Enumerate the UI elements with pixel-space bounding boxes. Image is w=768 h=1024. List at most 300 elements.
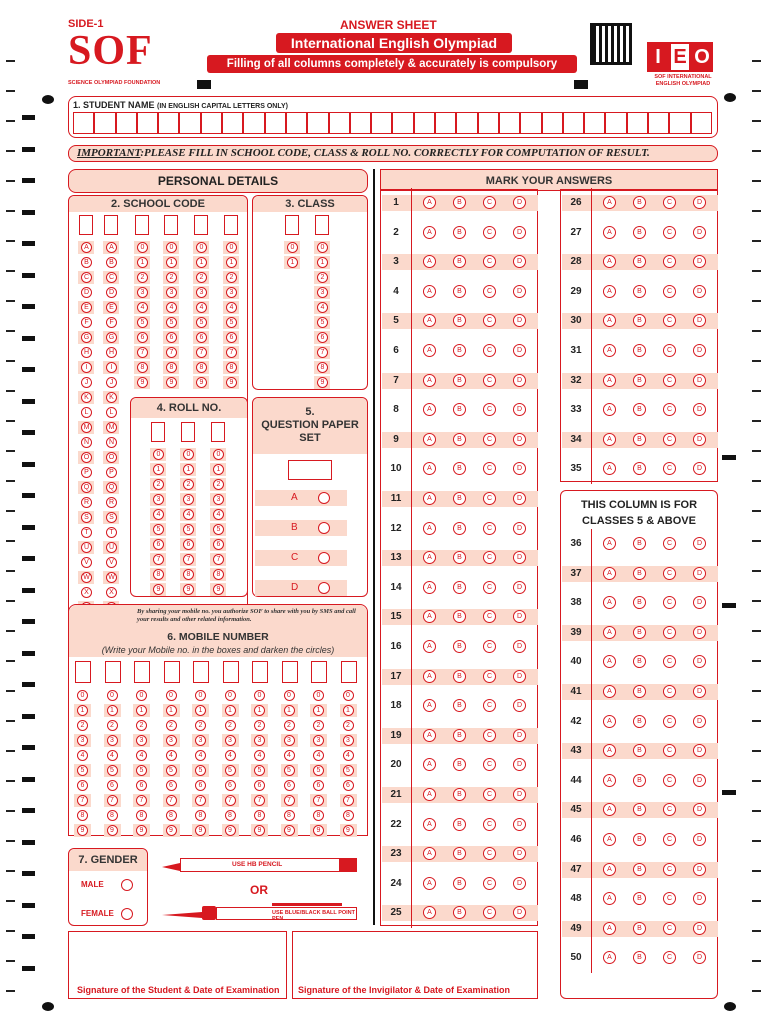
school-code-bubble[interactable]: J <box>81 377 92 388</box>
answer-bubble[interactable]: C <box>483 374 496 387</box>
roll-no-box[interactable] <box>181 422 195 442</box>
qp-option-bubble[interactable] <box>318 522 330 534</box>
answer-bubble[interactable]: A <box>423 492 436 505</box>
answer-bubble[interactable]: C <box>483 581 496 594</box>
school-code-bubble[interactable]: 4 <box>226 302 237 313</box>
mobile-bubble[interactable]: 1 <box>136 705 147 716</box>
mobile-bubble[interactable]: 4 <box>284 750 295 761</box>
roll-no-bubble[interactable]: 6 <box>213 539 224 550</box>
name-letter-box[interactable] <box>414 112 435 134</box>
mobile-bubble[interactable]: 3 <box>107 735 118 746</box>
school-code-bubble[interactable]: 5 <box>226 317 237 328</box>
answer-bubble[interactable]: B <box>453 314 466 327</box>
answer-bubble[interactable]: D <box>513 433 526 446</box>
qp-option-bubble[interactable] <box>318 552 330 564</box>
name-letter-box[interactable] <box>222 112 243 134</box>
answer-bubble[interactable]: B <box>453 818 466 831</box>
answer-bubble[interactable]: C <box>483 314 496 327</box>
school-code-bubble[interactable]: 3 <box>166 287 177 298</box>
mobile-bubble[interactable]: 0 <box>284 690 295 701</box>
answer-bubble[interactable]: C <box>663 922 676 935</box>
answer-bubble[interactable]: D <box>513 196 526 209</box>
answer-bubble[interactable]: C <box>483 522 496 535</box>
mobile-bubble[interactable]: 1 <box>225 705 236 716</box>
mobile-bubble[interactable]: 3 <box>254 735 265 746</box>
answer-bubble[interactable]: C <box>663 567 676 580</box>
answer-bubble[interactable]: B <box>633 567 646 580</box>
school-code-box[interactable] <box>135 215 149 235</box>
school-code-bubble[interactable]: 3 <box>137 287 148 298</box>
answer-bubble[interactable]: D <box>693 196 706 209</box>
mobile-bubble[interactable]: 5 <box>343 765 354 776</box>
school-code-bubble[interactable]: 8 <box>166 362 177 373</box>
mobile-bubble[interactable]: 7 <box>284 795 295 806</box>
mobile-bubble[interactable]: 0 <box>254 690 265 701</box>
school-code-bubble[interactable]: O <box>106 452 117 463</box>
answer-bubble[interactable]: B <box>453 551 466 564</box>
school-code-bubble[interactable]: 4 <box>166 302 177 313</box>
mobile-bubble[interactable]: 2 <box>284 720 295 731</box>
mobile-bubble[interactable]: 8 <box>343 810 354 821</box>
school-code-bubble[interactable]: 5 <box>196 317 207 328</box>
answer-bubble[interactable]: B <box>453 226 466 239</box>
mobile-bubble[interactable]: 4 <box>313 750 324 761</box>
mobile-bubble[interactable]: 6 <box>107 780 118 791</box>
answer-bubble[interactable]: D <box>513 699 526 712</box>
answer-bubble[interactable]: A <box>423 462 436 475</box>
mobile-bubble[interactable]: 1 <box>77 705 88 716</box>
school-code-bubble[interactable]: L <box>106 407 117 418</box>
school-code-bubble[interactable]: C <box>81 272 92 283</box>
roll-no-bubble[interactable]: 7 <box>213 554 224 565</box>
school-code-bubble[interactable]: 1 <box>137 257 148 268</box>
class-bubble[interactable]: 1 <box>317 257 328 268</box>
school-code-bubble[interactable]: 7 <box>196 347 207 358</box>
answer-bubble[interactable]: B <box>633 685 646 698</box>
answer-bubble[interactable]: C <box>483 729 496 742</box>
mobile-bubble[interactable]: 9 <box>225 825 236 836</box>
answer-bubble[interactable]: B <box>453 374 466 387</box>
answer-bubble[interactable]: A <box>603 655 616 668</box>
mobile-bubble[interactable]: 8 <box>225 810 236 821</box>
answer-bubble[interactable]: D <box>693 433 706 446</box>
answer-bubble[interactable]: B <box>633 863 646 876</box>
mobile-bubble[interactable]: 6 <box>136 780 147 791</box>
answer-bubble[interactable]: C <box>483 758 496 771</box>
mobile-bubble[interactable]: 5 <box>225 765 236 776</box>
name-letter-box[interactable] <box>648 112 669 134</box>
mobile-bubble[interactable]: 5 <box>136 765 147 776</box>
answer-bubble[interactable]: A <box>603 922 616 935</box>
answer-bubble[interactable]: D <box>513 285 526 298</box>
school-code-bubble[interactable]: X <box>106 587 117 598</box>
class-bubble[interactable]: 4 <box>317 302 328 313</box>
mobile-bubble[interactable]: 9 <box>107 825 118 836</box>
school-code-bubble[interactable]: 4 <box>196 302 207 313</box>
mobile-bubble[interactable]: 7 <box>225 795 236 806</box>
mobile-bubble[interactable]: 7 <box>107 795 118 806</box>
answer-bubble[interactable]: C <box>483 196 496 209</box>
name-letter-box[interactable] <box>179 112 200 134</box>
answer-bubble[interactable]: D <box>693 922 706 935</box>
roll-no-bubble[interactable]: 5 <box>213 524 224 535</box>
answer-bubble[interactable]: A <box>603 744 616 757</box>
school-code-bubble[interactable]: N <box>81 437 92 448</box>
answer-bubble[interactable]: C <box>663 537 676 550</box>
school-code-bubble[interactable]: 1 <box>166 257 177 268</box>
answer-bubble[interactable]: D <box>693 685 706 698</box>
mobile-bubble[interactable]: 1 <box>107 705 118 716</box>
mobile-digit-box[interactable] <box>193 661 209 683</box>
answer-bubble[interactable]: A <box>603 715 616 728</box>
answer-bubble[interactable]: D <box>693 715 706 728</box>
class-bubble[interactable]: 9 <box>317 377 328 388</box>
answer-bubble[interactable]: D <box>693 596 706 609</box>
school-code-bubble[interactable]: E <box>106 302 117 313</box>
name-letter-box[interactable] <box>243 112 264 134</box>
mobile-bubble[interactable]: 3 <box>166 735 177 746</box>
answer-bubble[interactable]: A <box>423 522 436 535</box>
answer-bubble[interactable]: C <box>483 788 496 801</box>
name-letter-box[interactable] <box>669 112 690 134</box>
mobile-bubble[interactable]: 1 <box>166 705 177 716</box>
answer-bubble[interactable]: D <box>513 847 526 860</box>
mobile-digit-box[interactable] <box>223 661 239 683</box>
school-code-bubble[interactable]: 6 <box>166 332 177 343</box>
answer-bubble[interactable]: B <box>453 640 466 653</box>
class-bubble[interactable]: 3 <box>317 287 328 298</box>
school-code-bubble[interactable]: 7 <box>166 347 177 358</box>
school-code-bubble[interactable]: 8 <box>137 362 148 373</box>
answer-bubble[interactable]: D <box>693 537 706 550</box>
roll-no-bubble[interactable]: 5 <box>183 524 194 535</box>
answer-bubble[interactable]: B <box>453 522 466 535</box>
roll-no-bubble[interactable]: 9 <box>213 584 224 595</box>
answer-bubble[interactable]: A <box>603 596 616 609</box>
answer-bubble[interactable]: D <box>513 581 526 594</box>
class-bubble[interactable]: 2 <box>317 272 328 283</box>
mobile-bubble[interactable]: 0 <box>313 690 324 701</box>
roll-no-bubble[interactable]: 1 <box>153 464 164 475</box>
mobile-bubble[interactable]: 6 <box>284 780 295 791</box>
school-code-bubble[interactable]: K <box>81 392 92 403</box>
school-code-bubble[interactable]: C <box>106 272 117 283</box>
mobile-bubble[interactable]: 9 <box>77 825 88 836</box>
answer-bubble[interactable]: A <box>423 374 436 387</box>
answer-bubble[interactable]: C <box>663 715 676 728</box>
answer-bubble[interactable]: A <box>423 906 436 919</box>
answer-bubble[interactable]: C <box>663 196 676 209</box>
answer-bubble[interactable]: B <box>453 729 466 742</box>
answer-bubble[interactable]: D <box>693 374 706 387</box>
roll-no-bubble[interactable]: 8 <box>153 569 164 580</box>
school-code-bubble[interactable]: B <box>106 257 117 268</box>
school-code-bubble[interactable]: T <box>106 527 117 538</box>
answer-bubble[interactable]: D <box>693 567 706 580</box>
mobile-bubble[interactable]: 7 <box>195 795 206 806</box>
answer-bubble[interactable]: B <box>453 758 466 771</box>
answer-bubble[interactable]: B <box>633 314 646 327</box>
school-code-bubble[interactable]: H <box>106 347 117 358</box>
name-letter-box[interactable] <box>286 112 307 134</box>
school-code-bubble[interactable]: F <box>81 317 92 328</box>
class-box[interactable] <box>285 215 299 235</box>
answer-bubble[interactable]: D <box>693 774 706 787</box>
mobile-bubble[interactable]: 3 <box>77 735 88 746</box>
answer-bubble[interactable]: B <box>453 610 466 623</box>
name-letter-box[interactable] <box>350 112 371 134</box>
mobile-bubble[interactable]: 8 <box>254 810 265 821</box>
mobile-bubble[interactable]: 5 <box>313 765 324 776</box>
answer-bubble[interactable]: B <box>633 655 646 668</box>
answer-bubble[interactable]: A <box>423 877 436 890</box>
answer-bubble[interactable]: C <box>663 403 676 416</box>
mobile-bubble[interactable]: 3 <box>284 735 295 746</box>
answer-bubble[interactable]: D <box>513 670 526 683</box>
answer-bubble[interactable]: B <box>633 774 646 787</box>
answer-bubble[interactable]: B <box>453 285 466 298</box>
school-code-box[interactable] <box>224 215 238 235</box>
roll-no-bubble[interactable]: 1 <box>183 464 194 475</box>
answer-bubble[interactable]: C <box>483 670 496 683</box>
answer-bubble[interactable]: A <box>423 403 436 416</box>
school-code-bubble[interactable]: W <box>81 572 92 583</box>
answer-bubble[interactable]: C <box>663 226 676 239</box>
answer-bubble[interactable]: C <box>483 818 496 831</box>
mobile-digit-box[interactable] <box>311 661 327 683</box>
name-letter-box[interactable] <box>627 112 648 134</box>
mobile-bubble[interactable]: 6 <box>225 780 236 791</box>
roll-no-bubble[interactable]: 4 <box>153 509 164 520</box>
mobile-bubble[interactable]: 4 <box>166 750 177 761</box>
name-letter-box[interactable] <box>329 112 350 134</box>
roll-no-bubble[interactable]: 9 <box>183 584 194 595</box>
answer-bubble[interactable]: B <box>453 906 466 919</box>
mobile-bubble[interactable]: 7 <box>343 795 354 806</box>
mobile-bubble[interactable]: 0 <box>343 690 354 701</box>
answer-bubble[interactable]: A <box>603 951 616 964</box>
roll-no-bubble[interactable]: 3 <box>183 494 194 505</box>
school-code-bubble[interactable]: M <box>106 422 117 433</box>
school-code-bubble[interactable]: D <box>81 287 92 298</box>
mobile-bubble[interactable]: 5 <box>107 765 118 776</box>
answer-bubble[interactable]: B <box>633 596 646 609</box>
class-bubble[interactable]: 0 <box>287 242 298 253</box>
name-letter-box[interactable] <box>520 112 541 134</box>
school-code-bubble[interactable]: M <box>81 422 92 433</box>
answer-bubble[interactable]: B <box>453 196 466 209</box>
answer-bubble[interactable]: D <box>513 906 526 919</box>
answer-bubble[interactable]: C <box>483 285 496 298</box>
school-code-bubble[interactable]: 2 <box>226 272 237 283</box>
school-code-box[interactable] <box>104 215 118 235</box>
mobile-bubble[interactable]: 5 <box>254 765 265 776</box>
answer-bubble[interactable]: C <box>663 462 676 475</box>
answer-bubble[interactable]: C <box>663 744 676 757</box>
qp-set-box[interactable] <box>288 460 332 480</box>
answer-bubble[interactable]: A <box>603 226 616 239</box>
school-code-bubble[interactable]: N <box>106 437 117 448</box>
mobile-bubble[interactable]: 1 <box>254 705 265 716</box>
roll-no-bubble[interactable]: 6 <box>183 539 194 550</box>
female-bubble[interactable] <box>121 908 133 920</box>
mobile-digit-box[interactable] <box>282 661 298 683</box>
answer-bubble[interactable]: D <box>693 951 706 964</box>
mobile-bubble[interactable]: 2 <box>107 720 118 731</box>
answer-bubble[interactable]: A <box>423 344 436 357</box>
answer-bubble[interactable]: C <box>483 877 496 890</box>
mobile-bubble[interactable]: 5 <box>166 765 177 776</box>
answer-bubble[interactable]: C <box>483 226 496 239</box>
answer-bubble[interactable]: A <box>603 255 616 268</box>
school-code-bubble[interactable]: O <box>81 452 92 463</box>
school-code-bubble[interactable]: P <box>106 467 117 478</box>
answer-bubble[interactable]: D <box>513 344 526 357</box>
mobile-bubble[interactable]: 9 <box>136 825 147 836</box>
answer-bubble[interactable]: A <box>603 685 616 698</box>
answer-bubble[interactable]: D <box>693 226 706 239</box>
school-code-bubble[interactable]: F <box>106 317 117 328</box>
school-code-bubble[interactable]: S <box>106 512 117 523</box>
mobile-digit-box[interactable] <box>75 661 91 683</box>
roll-no-bubble[interactable]: 8 <box>213 569 224 580</box>
answer-bubble[interactable]: B <box>633 255 646 268</box>
mobile-bubble[interactable]: 4 <box>136 750 147 761</box>
answer-bubble[interactable]: C <box>663 285 676 298</box>
school-code-bubble[interactable]: 5 <box>166 317 177 328</box>
answer-bubble[interactable]: A <box>603 803 616 816</box>
school-code-bubble[interactable]: 6 <box>226 332 237 343</box>
school-code-bubble[interactable]: X <box>81 587 92 598</box>
school-code-bubble[interactable]: 7 <box>137 347 148 358</box>
answer-bubble[interactable]: D <box>693 744 706 757</box>
roll-no-bubble[interactable]: 9 <box>153 584 164 595</box>
name-letter-box[interactable] <box>265 112 286 134</box>
name-letter-box[interactable] <box>435 112 456 134</box>
name-letter-box[interactable] <box>73 112 94 134</box>
mobile-bubble[interactable]: 4 <box>225 750 236 761</box>
roll-no-bubble[interactable]: 8 <box>183 569 194 580</box>
mobile-bubble[interactable]: 2 <box>313 720 324 731</box>
answer-bubble[interactable]: B <box>453 699 466 712</box>
answer-bubble[interactable]: B <box>633 433 646 446</box>
answer-bubble[interactable]: B <box>453 344 466 357</box>
school-code-bubble[interactable]: 1 <box>226 257 237 268</box>
answer-bubble[interactable]: A <box>423 818 436 831</box>
class-bubble[interactable]: 8 <box>317 362 328 373</box>
school-code-box[interactable] <box>79 215 93 235</box>
name-letter-box[interactable] <box>371 112 392 134</box>
roll-no-box[interactable] <box>151 422 165 442</box>
answer-bubble[interactable]: D <box>693 344 706 357</box>
mobile-bubble[interactable]: 1 <box>343 705 354 716</box>
answer-bubble[interactable]: A <box>423 314 436 327</box>
class-bubble[interactable]: 6 <box>317 332 328 343</box>
mobile-digit-box[interactable] <box>105 661 121 683</box>
answer-bubble[interactable]: B <box>633 226 646 239</box>
answer-bubble[interactable]: C <box>483 255 496 268</box>
answer-bubble[interactable]: A <box>603 537 616 550</box>
answer-bubble[interactable]: B <box>453 255 466 268</box>
mobile-bubble[interactable]: 3 <box>313 735 324 746</box>
school-code-bubble[interactable]: 2 <box>137 272 148 283</box>
roll-no-bubble[interactable]: 2 <box>183 479 194 490</box>
answer-bubble[interactable]: C <box>663 951 676 964</box>
school-code-bubble[interactable]: A <box>81 242 92 253</box>
name-letter-box[interactable] <box>307 112 328 134</box>
mobile-bubble[interactable]: 4 <box>77 750 88 761</box>
answer-bubble[interactable]: B <box>633 374 646 387</box>
name-letter-box[interactable] <box>116 112 137 134</box>
answer-bubble[interactable]: B <box>453 877 466 890</box>
school-code-bubble[interactable]: V <box>81 557 92 568</box>
school-code-bubble[interactable]: 0 <box>137 242 148 253</box>
answer-bubble[interactable]: C <box>663 626 676 639</box>
mobile-bubble[interactable]: 9 <box>195 825 206 836</box>
mobile-bubble[interactable]: 4 <box>343 750 354 761</box>
answer-bubble[interactable]: C <box>663 774 676 787</box>
name-letter-box[interactable] <box>542 112 563 134</box>
mobile-bubble[interactable]: 1 <box>195 705 206 716</box>
answer-bubble[interactable]: D <box>693 863 706 876</box>
school-code-box[interactable] <box>194 215 208 235</box>
answer-bubble[interactable]: D <box>513 640 526 653</box>
qp-option-bubble[interactable] <box>318 582 330 594</box>
answer-bubble[interactable]: A <box>423 640 436 653</box>
answer-bubble[interactable]: A <box>423 196 436 209</box>
answer-bubble[interactable]: D <box>693 255 706 268</box>
answer-bubble[interactable]: A <box>603 196 616 209</box>
answer-bubble[interactable]: A <box>423 670 436 683</box>
answer-bubble[interactable]: B <box>453 670 466 683</box>
mobile-bubble[interactable]: 5 <box>284 765 295 776</box>
answer-bubble[interactable]: C <box>663 596 676 609</box>
class-bubble[interactable]: 0 <box>317 242 328 253</box>
mobile-bubble[interactable]: 1 <box>313 705 324 716</box>
answer-bubble[interactable]: C <box>663 685 676 698</box>
answer-bubble[interactable]: D <box>513 255 526 268</box>
answer-bubble[interactable]: B <box>633 833 646 846</box>
school-code-bubble[interactable]: T <box>81 527 92 538</box>
mobile-bubble[interactable]: 8 <box>166 810 177 821</box>
answer-bubble[interactable]: D <box>513 758 526 771</box>
mobile-bubble[interactable]: 7 <box>254 795 265 806</box>
school-code-bubble[interactable]: S <box>81 512 92 523</box>
mobile-bubble[interactable]: 3 <box>136 735 147 746</box>
answer-bubble[interactable]: D <box>693 833 706 846</box>
roll-no-box[interactable] <box>211 422 225 442</box>
answer-bubble[interactable]: C <box>663 255 676 268</box>
mobile-bubble[interactable]: 0 <box>195 690 206 701</box>
roll-no-bubble[interactable]: 6 <box>153 539 164 550</box>
mobile-bubble[interactable]: 7 <box>136 795 147 806</box>
answer-bubble[interactable]: C <box>663 344 676 357</box>
answer-bubble[interactable]: B <box>453 847 466 860</box>
mobile-digit-box[interactable] <box>134 661 150 683</box>
answer-bubble[interactable]: D <box>513 403 526 416</box>
mobile-bubble[interactable]: 5 <box>195 765 206 776</box>
answer-bubble[interactable]: C <box>663 314 676 327</box>
mobile-bubble[interactable]: 8 <box>313 810 324 821</box>
mobile-digit-box[interactable] <box>252 661 268 683</box>
mobile-bubble[interactable]: 0 <box>225 690 236 701</box>
name-letter-box[interactable] <box>499 112 520 134</box>
school-code-bubble[interactable]: I <box>81 362 92 373</box>
answer-bubble[interactable]: D <box>693 655 706 668</box>
school-code-bubble[interactable]: Q <box>106 482 117 493</box>
school-code-bubble[interactable]: V <box>106 557 117 568</box>
answer-bubble[interactable]: B <box>453 788 466 801</box>
